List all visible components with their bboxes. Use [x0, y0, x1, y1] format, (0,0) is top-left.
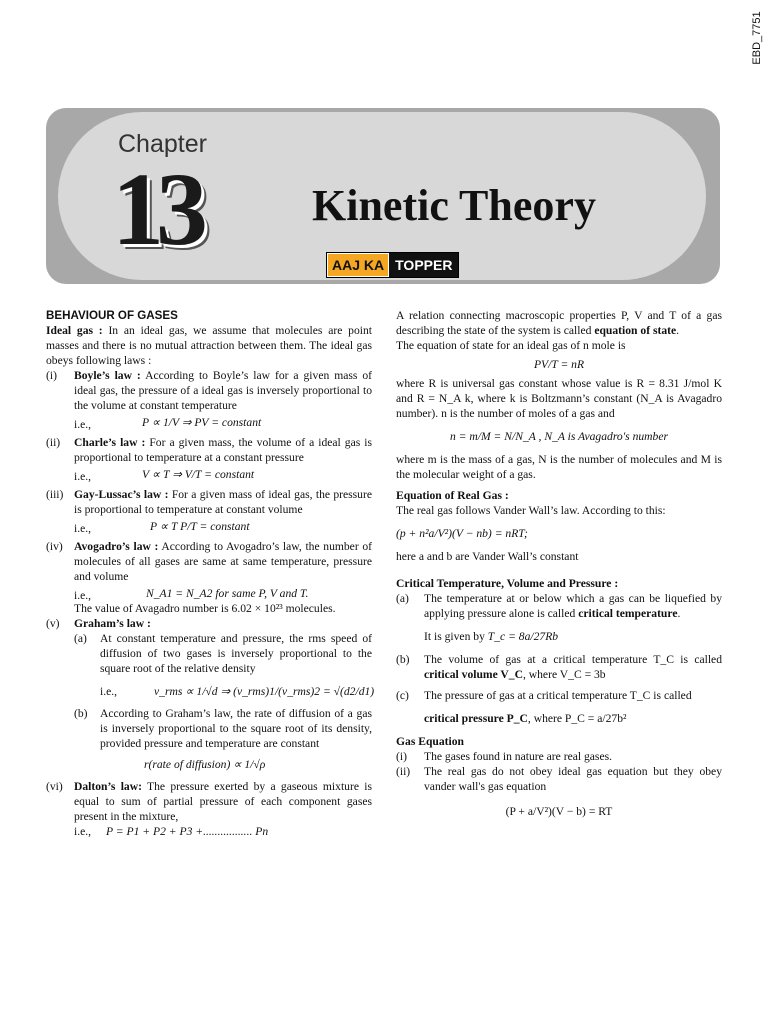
avogadro-number: The value of Avagadro number is 6.02 × 10²³ molecules. — [74, 602, 336, 615]
left-column — [46, 308, 375, 841]
graham-a-equation: i.e., v_rms ∝ 1/√d ⇒ (v_rms)1/(v_rms)2 = √(d2/d1) — [100, 685, 375, 698]
chapter-title: Kinetic Theory — [312, 181, 596, 230]
section-heading: BEHAVIOUR OF GASES — [46, 309, 178, 322]
gas-item-ii: (ii) The real gas do not obey ideal gas equation but they obey vander wall's gas equation — [396, 765, 722, 793]
law-dalton: (vi) Dalton’s law: The pressure exerted by a gaseous mixture is equal to sum of partial pressure of each component gases present in the mixture, — [46, 780, 372, 823]
moles-equation: n = m/M = N/N_A , N_A is Avagadro's number — [449, 430, 669, 443]
law-graham: (v) Graham’s law : — [46, 617, 151, 630]
law-charles: (ii) Charle’s law : For a given mass, the volume of a ideal gas is proportional to temperature at a constant pressure — [46, 436, 372, 464]
gas-constant-text: where R is universal gas constant whose value is R = 8.31 J/mol K and R = N_A k, where k is Boltzmann’s constant (N_A is Avagadro number). n is the number of moles of a gas and — [396, 377, 722, 420]
charles-equation: i.e., V ∝ T ⇒ V/T = constant — [74, 468, 255, 483]
graham-b: (b) According to Graham’s law, the rate of diffusion of a gas is inversely proportional to the square root of its density, provided pressure and temperature are constant — [74, 707, 372, 750]
avogadro-equation: i.e., N_A1 = N_A2 for same P, V and T. — [74, 587, 309, 602]
badge-right: TOPPER — [389, 253, 458, 277]
gas-item-i: (i) The gases found in nature are real gases. — [396, 750, 612, 763]
mass-text: where m is the mass of a gas, N is the number of molecules and M is the molecular weight of a gas. — [396, 453, 722, 481]
critical-temperature: (a) The temperature at or below which a gas can be liquefied by applying pressure alone is called critical temperature. It is given by T_c = 8a/27Rb — [396, 592, 722, 643]
boyle-equation: i.e., P ∝ 1/V ⇒ PV = constant — [74, 416, 262, 431]
gay-lussac-equation: i.e., P ∝ T P/T = constant — [74, 520, 250, 535]
vander-wall-gas-equation: (P + a/V²)(V − b) = RT — [505, 805, 613, 818]
right-column — [396, 308, 722, 829]
ideal-gas-para: Ideal gas : In an ideal gas, we assume that molecules are point masses and there is no mutual attraction between them. The ideal gas obeys following laws : — [46, 324, 372, 367]
graham-b-equation: r(rate of diffusion) ∝ 1/√ρ — [144, 758, 266, 771]
law-boyle: (i) Boyle’s law : According to Boyle’s law for a given mass of ideal gas, the pressure of a ideal gas is inversely proportional to the volume at constant temperature — [46, 369, 372, 412]
real-gas-text: The real gas follows Vander Wall’s law. According to this: — [396, 504, 666, 517]
real-gas-heading: Equation of Real Gas : — [396, 489, 509, 502]
gas-equation-heading: Gas Equation — [396, 735, 464, 748]
chapter-label: Chapter — [118, 130, 207, 158]
state-intro: A relation connecting macroscopic properties P, V and T of a gas describing the state of the system is called equation of state. — [396, 309, 722, 337]
graham-a: (a) At constant temperature and pressure, the rms speed of diffusion of two gases is inversely proportional to the square root of the relative density — [74, 632, 372, 675]
page-code: EBD_7751 — [751, 11, 763, 65]
critical-pressure: (c) The pressure of gas at a critical temperature T_C is called critical pressure P_C, where P_C = a/27b² — [396, 689, 692, 725]
chapter-number: 13 — [112, 152, 200, 267]
critical-volume: (b) The volume of gas at a critical temperature T_C is called critical volume V_C, where V_C = 3b — [396, 653, 722, 681]
eos-line: The equation of state for an ideal gas of n mole is — [396, 339, 626, 352]
topper-badge — [326, 252, 459, 278]
vander-waals-note: here a and b are Vander Wall’s constant — [396, 550, 579, 563]
badge-left: AAJ KA — [327, 253, 389, 277]
law-gay-lussac: (iii) Gay-Lussac’s law : For a given mass of ideal gas, the pressure is proportional to temperature at constant volume — [46, 488, 372, 516]
eos-equation: PV/T = nR — [533, 358, 585, 371]
law-avogadro: (iv) Avogadro’s law : According to Avogadro’s law, the number of molecules of all gases are same at same temperature, pressure and volume — [46, 540, 372, 583]
critical-heading: Critical Temperature, Volume and Pressure : — [396, 577, 619, 590]
dalton-equation: i.e., P = P1 + P2 + P3 +................. Pn — [74, 825, 269, 838]
vander-waals-equation: (p + n²a/V²)(V − nb) = nRT; — [396, 527, 528, 540]
